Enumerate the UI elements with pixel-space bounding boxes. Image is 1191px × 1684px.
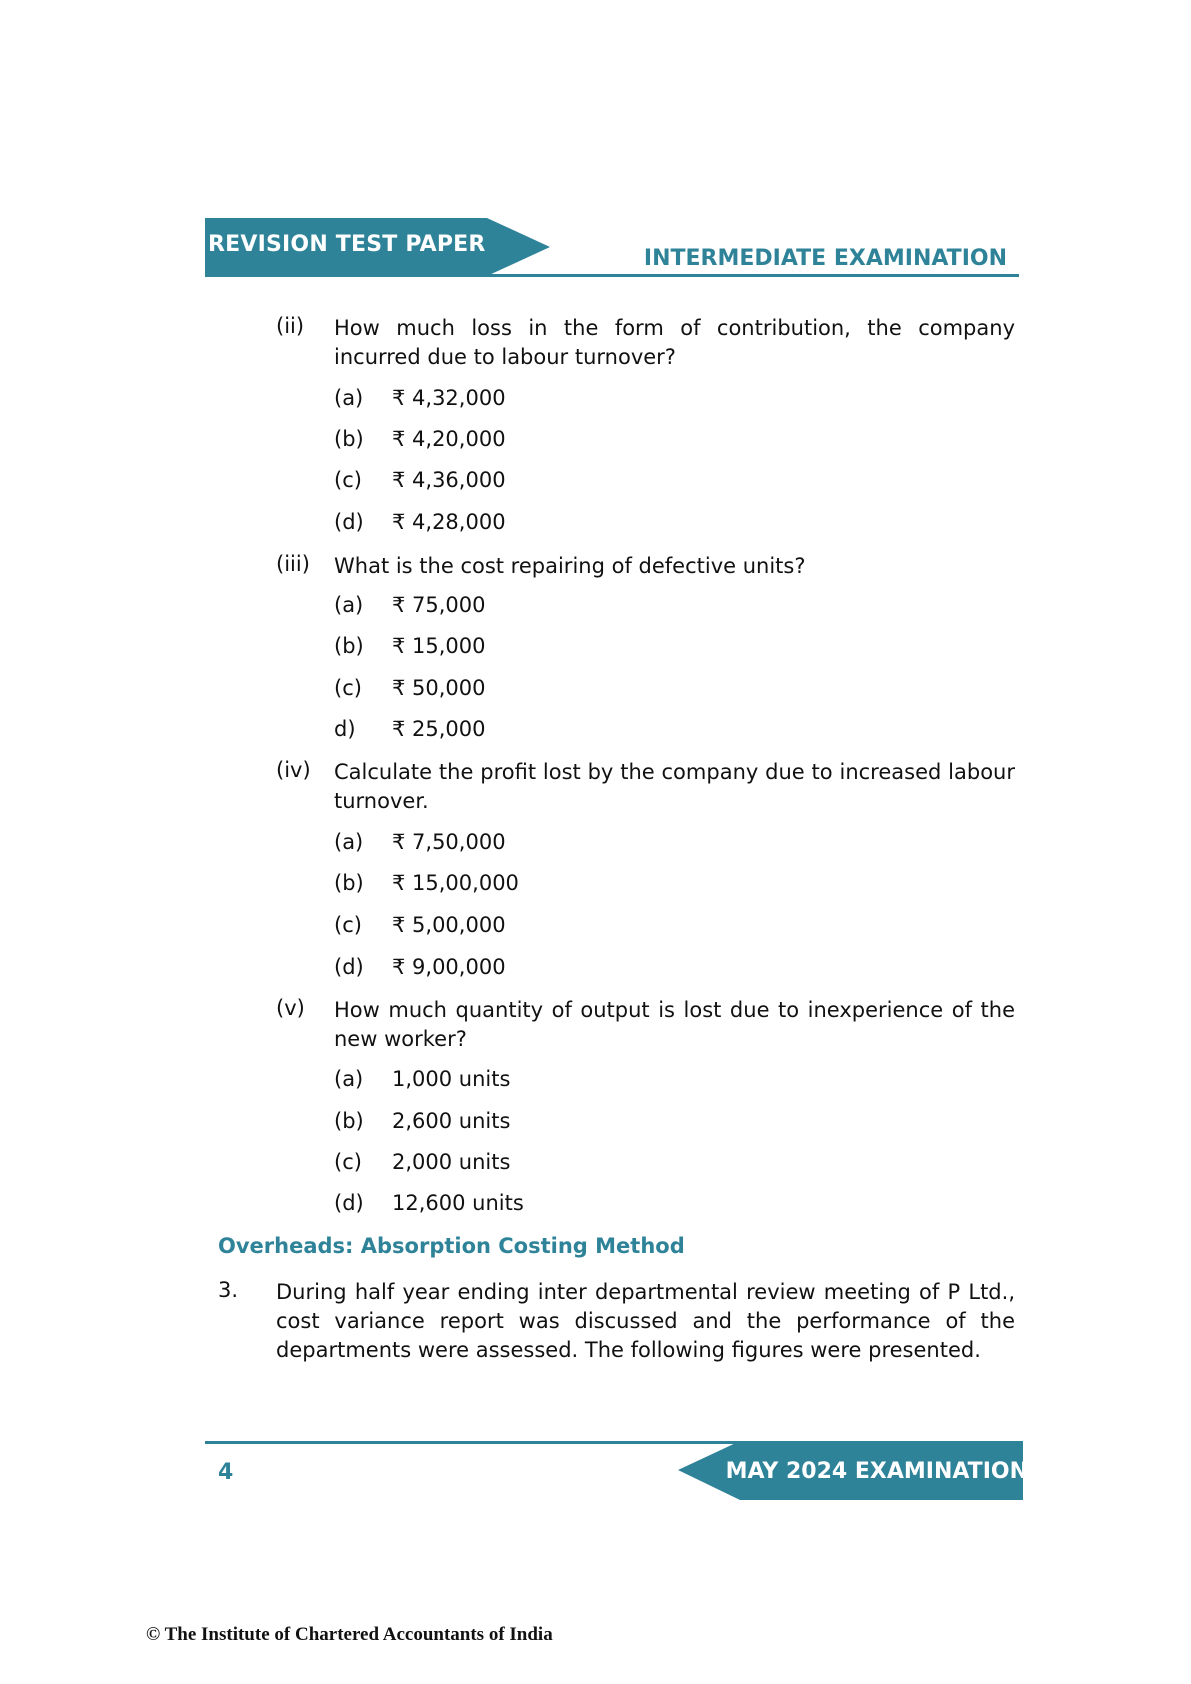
option-letter: (d) (334, 510, 364, 534)
option-letter: (a) (334, 1067, 364, 1091)
option-value: ₹ 15,00,000 (392, 871, 519, 895)
question-number: (iii) (276, 552, 310, 576)
problem-number: 3. (218, 1278, 239, 1302)
option-letter: d) (334, 717, 356, 741)
header-divider (205, 274, 1019, 277)
option-value: ₹ 5,00,000 (392, 913, 506, 937)
option-value: ₹ 15,000 (392, 634, 486, 658)
option-letter: (d) (334, 1191, 364, 1215)
option-letter: (b) (334, 634, 364, 658)
question-number: (ii) (276, 314, 305, 338)
question-number: (iv) (276, 758, 311, 782)
footer-exam-title: MAY 2024 EXAMINATION (725, 1459, 1028, 1484)
header-right-title: INTERMEDIATE EXAMINATION (643, 246, 1007, 271)
problem-text: During half year ending inter departmental review meeting of P Ltd., cost variance report was discussed and the performance of the departments were assessed. The following figures were presented. (276, 1280, 1015, 1362)
option-letter: (b) (334, 871, 364, 895)
page-number: 4 (218, 1460, 234, 1485)
option-value: ₹ 4,28,000 (392, 510, 506, 534)
option-letter: (c) (334, 676, 362, 700)
option-value: ₹ 25,000 (392, 717, 486, 741)
option-value: 1,000 units (392, 1067, 511, 1091)
option-letter: (c) (334, 1150, 362, 1174)
question-text: How much loss in the form of contribution, the company incurred due to labour turnover? (334, 316, 1015, 369)
option-letter: (c) (334, 468, 362, 492)
option-value: ₹ 7,50,000 (392, 830, 506, 854)
option-value: ₹ 9,00,000 (392, 955, 506, 979)
question-number: (v) (276, 996, 305, 1020)
option-value: ₹ 4,32,000 (392, 386, 506, 410)
option-letter: (c) (334, 913, 362, 937)
option-value: 12,600 units (392, 1191, 524, 1215)
option-letter: (a) (334, 593, 364, 617)
option-value: ₹ 50,000 (392, 676, 486, 700)
question-text: How much quantity of output is lost due to inexperience of the new worker? (334, 998, 1015, 1051)
option-value: 2,600 units (392, 1109, 511, 1133)
option-letter: (b) (334, 427, 364, 451)
option-letter: (a) (334, 386, 364, 410)
footer-divider (205, 1441, 745, 1444)
option-value: ₹ 4,20,000 (392, 427, 506, 451)
option-letter: (d) (334, 955, 364, 979)
option-value: ₹ 75,000 (392, 593, 486, 617)
section-heading: Overheads: Absorption Costing Method (218, 1234, 685, 1258)
option-letter: (a) (334, 830, 364, 854)
option-value: ₹ 4,36,000 (392, 468, 506, 492)
question-text: What is the cost repairing of defective units? (334, 554, 806, 578)
header-left-title: REVISION TEST PAPER (208, 232, 486, 257)
option-value: 2,000 units (392, 1150, 511, 1174)
question-text: Calculate the profit lost by the company due to increased labour turnover. (334, 760, 1015, 813)
copyright-notice: © The Institute of Chartered Accountants of India (146, 1624, 553, 1645)
option-letter: (b) (334, 1109, 364, 1133)
